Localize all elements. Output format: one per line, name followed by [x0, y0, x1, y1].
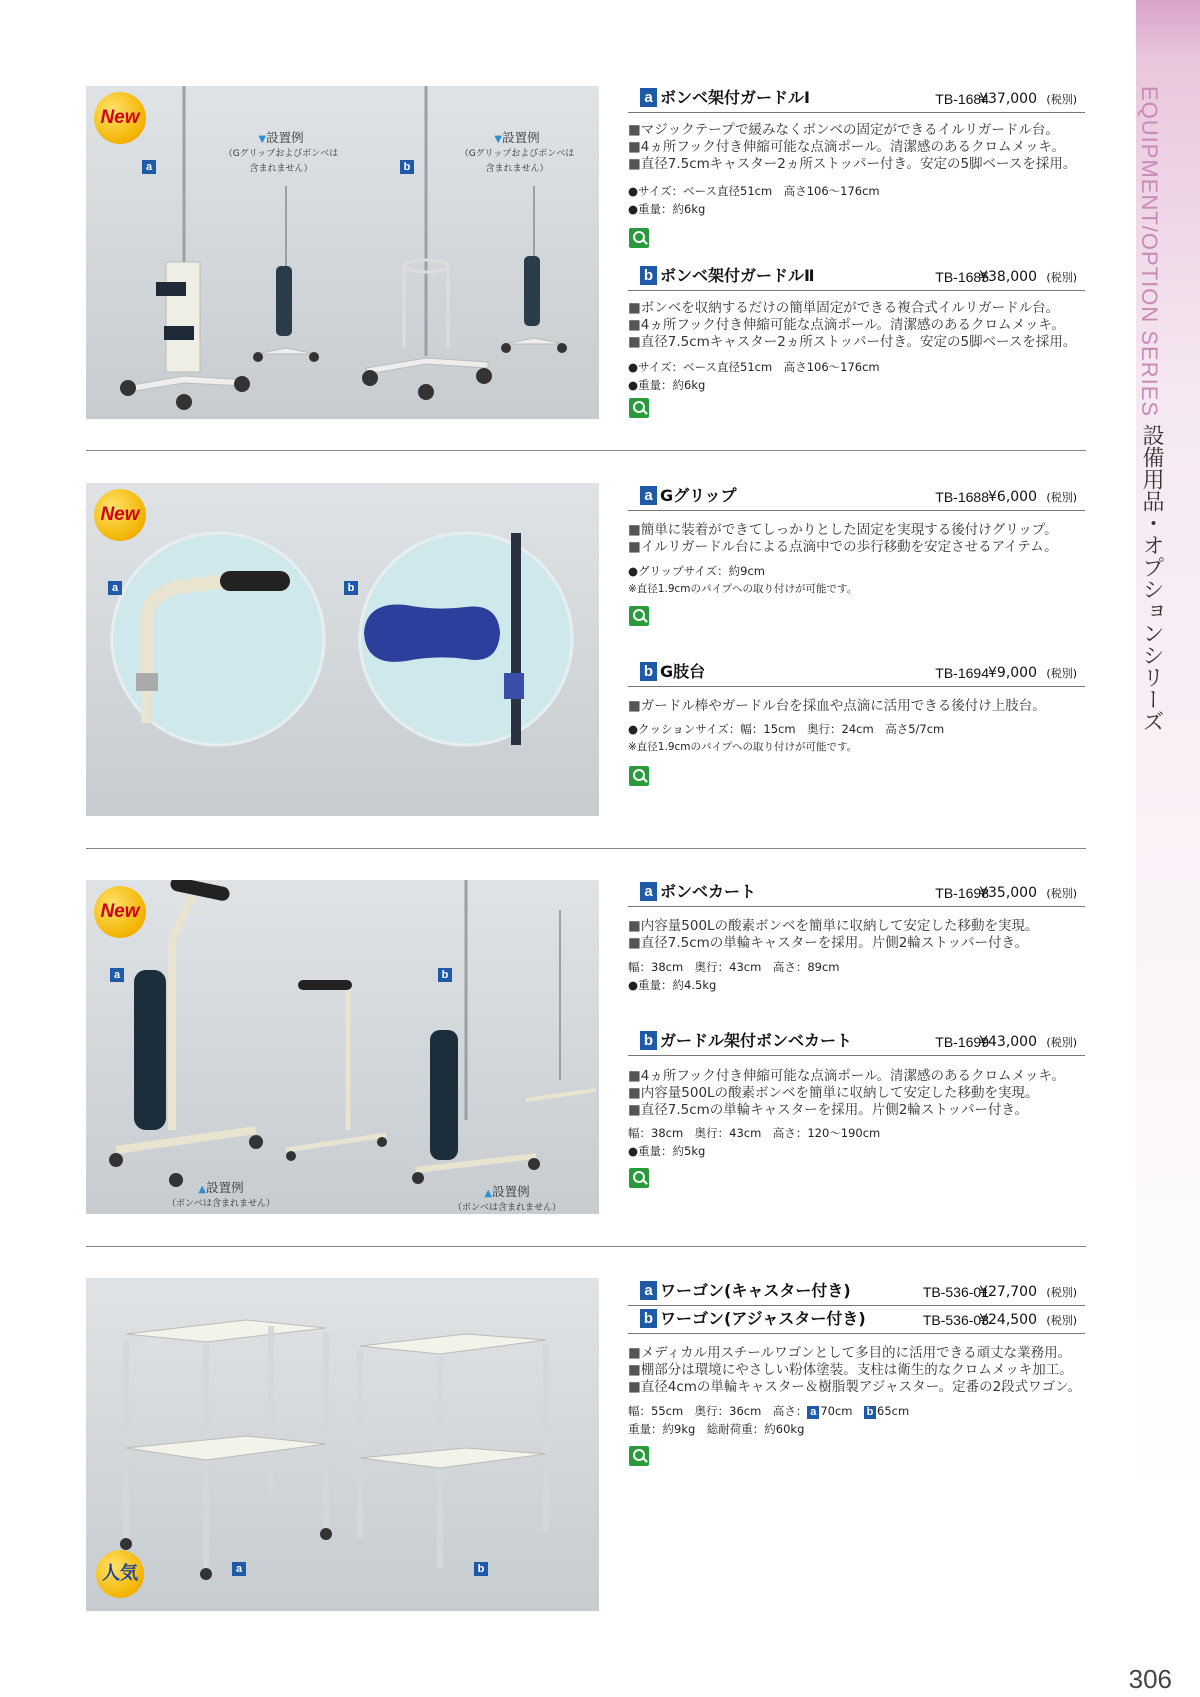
- photo-tag-b: b: [344, 581, 358, 595]
- product-letter: a: [640, 88, 657, 107]
- product-name: ボンベ架付ガードルⅠ: [660, 88, 810, 107]
- product-description: ■ ガードル棒やガードル台を採血や点滴に活用できる後付け上肢台。: [628, 698, 1098, 715]
- product-header: [628, 264, 1085, 291]
- product-photo-3: [86, 880, 599, 1214]
- tax-note: (税別): [1046, 1036, 1077, 1049]
- install-example-caption: ▼ 設置例 （Gグリップおよびボンベは 含まれません）: [216, 130, 346, 177]
- product-letter: a: [640, 486, 657, 505]
- product-price: ¥37,000: [979, 91, 1037, 107]
- product-name: Gグリップ: [660, 486, 737, 505]
- product-photo-1: [86, 86, 599, 419]
- search-icon[interactable]: [629, 606, 649, 626]
- product-specs: 幅：38cm 奥行：43cm 高さ：89cm ●重量：約4.5kg: [628, 960, 840, 992]
- side-series-title-jp: 設備用品・オプションシリーズ: [1139, 424, 1164, 732]
- product-code: TB-536-03: [922, 1312, 989, 1328]
- product-description: ■ メディカル用スチールワゴンとして多目的に活用できる頑丈な業務用。 ■ 棚部分は環境にやさしい粉体塗装。支柱は衛生的なクロムメッキ加工。 ■ 直径4cmの単輪キャスター＆樹脂製アジャスター。定番の2段式ワゴン。: [628, 1345, 1098, 1396]
- tax-note: (税別): [1046, 93, 1077, 106]
- product-header: [628, 1307, 1085, 1334]
- product-description: ■ ボンベを収納するだけの簡単固定ができる複合式イルリガードル台。 ■ 4ヵ所フック付き伸縮可能な点滴ポール。清潔感のあるクロムメッキ。 ■ 直径7.5cmキャスター2ヵ所ストッパー付き。安定の5脚ベースを採用。: [628, 300, 1098, 351]
- product-description: ■ 内容量500Lの酸素ボンベを簡単に収納して安定した移動を実現。 ■ 直径7.5cmの単輪キャスターを採用。片側2輪ストッパー付き。: [628, 918, 1098, 952]
- tax-note: (税別): [1046, 491, 1077, 504]
- product-letter: a: [640, 882, 657, 901]
- search-icon[interactable]: [629, 1446, 649, 1466]
- product-price: ¥27,700: [979, 1284, 1037, 1300]
- popular-badge: 人気: [96, 1550, 144, 1598]
- product-specs: ●グリップサイズ：約9cm ※直径1.9cmのパイプへの取り付けが可能です。: [628, 564, 858, 595]
- product-header: [628, 880, 1085, 907]
- tax-note: (税別): [1046, 667, 1077, 680]
- product-price: ¥38,000: [979, 269, 1037, 285]
- product-photo-2: [86, 483, 599, 816]
- product-code: TB-1694: [935, 665, 989, 681]
- product-specs: ●クッションサイズ：幅：15cm 奥行：24cm 高さ5/7cm ※直径1.9cmのパイプへの取り付けが可能です。: [628, 722, 945, 753]
- new-badge: New: [94, 92, 146, 144]
- section-divider: [86, 450, 1086, 451]
- product-letter: a: [640, 1281, 657, 1300]
- wagon-illustration: [86, 1278, 599, 1611]
- product-letter: b: [640, 1031, 657, 1050]
- product-code: TB-1684: [935, 91, 989, 107]
- side-series-title-en: EQUIPMENT/OPTION SERIES: [1137, 86, 1162, 418]
- product-price: ¥24,500: [979, 1312, 1037, 1328]
- tax-note: (税別): [1046, 887, 1077, 900]
- page-number: 306: [1128, 1664, 1172, 1694]
- product-description: ■ 簡単に装着ができてしっかりとした固定を実現する後付けグリップ。 ■ イルリガードル台による点滴中での歩行移動を安定させるアイテム。: [628, 522, 1098, 556]
- product-price: ¥9,000: [988, 665, 1037, 681]
- product-photo-4: [86, 1278, 599, 1611]
- product-specs: ●サイズ：ベース直径51cm 高さ106〜176cm ●重量：約6kg: [628, 360, 880, 392]
- product-price: ¥43,000: [979, 1034, 1037, 1050]
- install-example-caption: ▲ 設置例 （ボンベは含まれません）: [166, 1180, 276, 1212]
- photo-tag-b: b: [474, 1562, 488, 1576]
- product-name: G肢台: [660, 662, 706, 681]
- product-name: ガードル架付ボンベカート: [660, 1031, 853, 1050]
- product-code: TB-1699: [935, 1034, 989, 1050]
- product-description: ■ 4ヵ所フック付き伸縮可能な点滴ポール。清潔感のあるクロムメッキ。 ■ 内容量500Lの酸素ボンベを簡単に収納して安定した移動を実現。 ■ 直径7.5cmの単輪キャスターを採用。片側2輪ストッパー付き。: [628, 1068, 1098, 1119]
- product-code: TB-536-01: [922, 1284, 989, 1300]
- product-name: ボンベカート: [660, 882, 757, 901]
- search-icon[interactable]: [629, 228, 649, 248]
- product-header: [628, 484, 1085, 511]
- product-letter: b: [640, 1309, 657, 1328]
- cart-illustration: [86, 880, 599, 1214]
- tax-note: (税別): [1046, 1314, 1077, 1327]
- photo-tag-a: a: [108, 581, 122, 595]
- install-example-caption: ▼ 設置例 （Gグリップおよびボンベは 含まれません）: [452, 130, 582, 177]
- product-letter: b: [640, 266, 657, 285]
- product-code: TB-1688: [935, 489, 989, 505]
- search-icon[interactable]: [629, 766, 649, 786]
- product-specs: 幅：55cm 奥行：36cm 高さ： a 70cm b 65cm 重量：約9kg 総耐荷重：約60kg: [628, 1404, 910, 1436]
- product-code: TB-1685: [935, 269, 989, 285]
- product-price: ¥6,000: [988, 489, 1037, 505]
- grip-illustration: [86, 483, 599, 816]
- photo-tag-b: b: [438, 968, 452, 982]
- product-price: ¥35,000: [979, 885, 1037, 901]
- install-example-caption: ▲ 設置例 （ボンベは含まれません）: [452, 1184, 562, 1214]
- product-code: TB-1698: [935, 885, 989, 901]
- product-name: ボンベ架付ガードルⅡ: [660, 266, 815, 285]
- tax-note: (税別): [1046, 1286, 1077, 1299]
- photo-tag-a: a: [110, 968, 124, 982]
- section-divider: [86, 848, 1086, 849]
- search-icon[interactable]: [629, 398, 649, 418]
- product-specs: 幅：38cm 奥行：43cm 高さ：120〜190cm ●重量：約5kg: [628, 1126, 881, 1158]
- product-header: [628, 1279, 1085, 1306]
- product-name: ワーゴン(キャスター付き): [660, 1281, 851, 1300]
- section-divider: [86, 1246, 1086, 1247]
- new-badge: New: [94, 886, 146, 938]
- product-specs: ●サイズ：ベース直径51cm 高さ106〜176cm ●重量：約6kg: [628, 184, 880, 216]
- photo-tag-b: b: [400, 160, 414, 174]
- product-header: [628, 1029, 1085, 1056]
- photo-tag-a: a: [142, 160, 156, 174]
- photo-tag-a: a: [232, 1562, 246, 1576]
- new-badge: New: [94, 489, 146, 541]
- product-header: [628, 660, 1085, 687]
- product-description: ■ マジックテープで緩みなくボンベの固定ができるイルリガードル台。 ■ 4ヵ所フック付き伸縮可能な点滴ポール。清潔感のあるクロムメッキ。 ■ 直径7.5cmキャスター2ヵ所ストッパー付き。安定の5脚ベースを採用。: [628, 122, 1098, 173]
- tax-note: (税別): [1046, 271, 1077, 284]
- product-name: ワーゴン(アジャスター付き): [660, 1309, 866, 1328]
- product-letter: b: [640, 662, 657, 681]
- product-header: [628, 86, 1085, 113]
- search-icon[interactable]: [629, 1168, 649, 1188]
